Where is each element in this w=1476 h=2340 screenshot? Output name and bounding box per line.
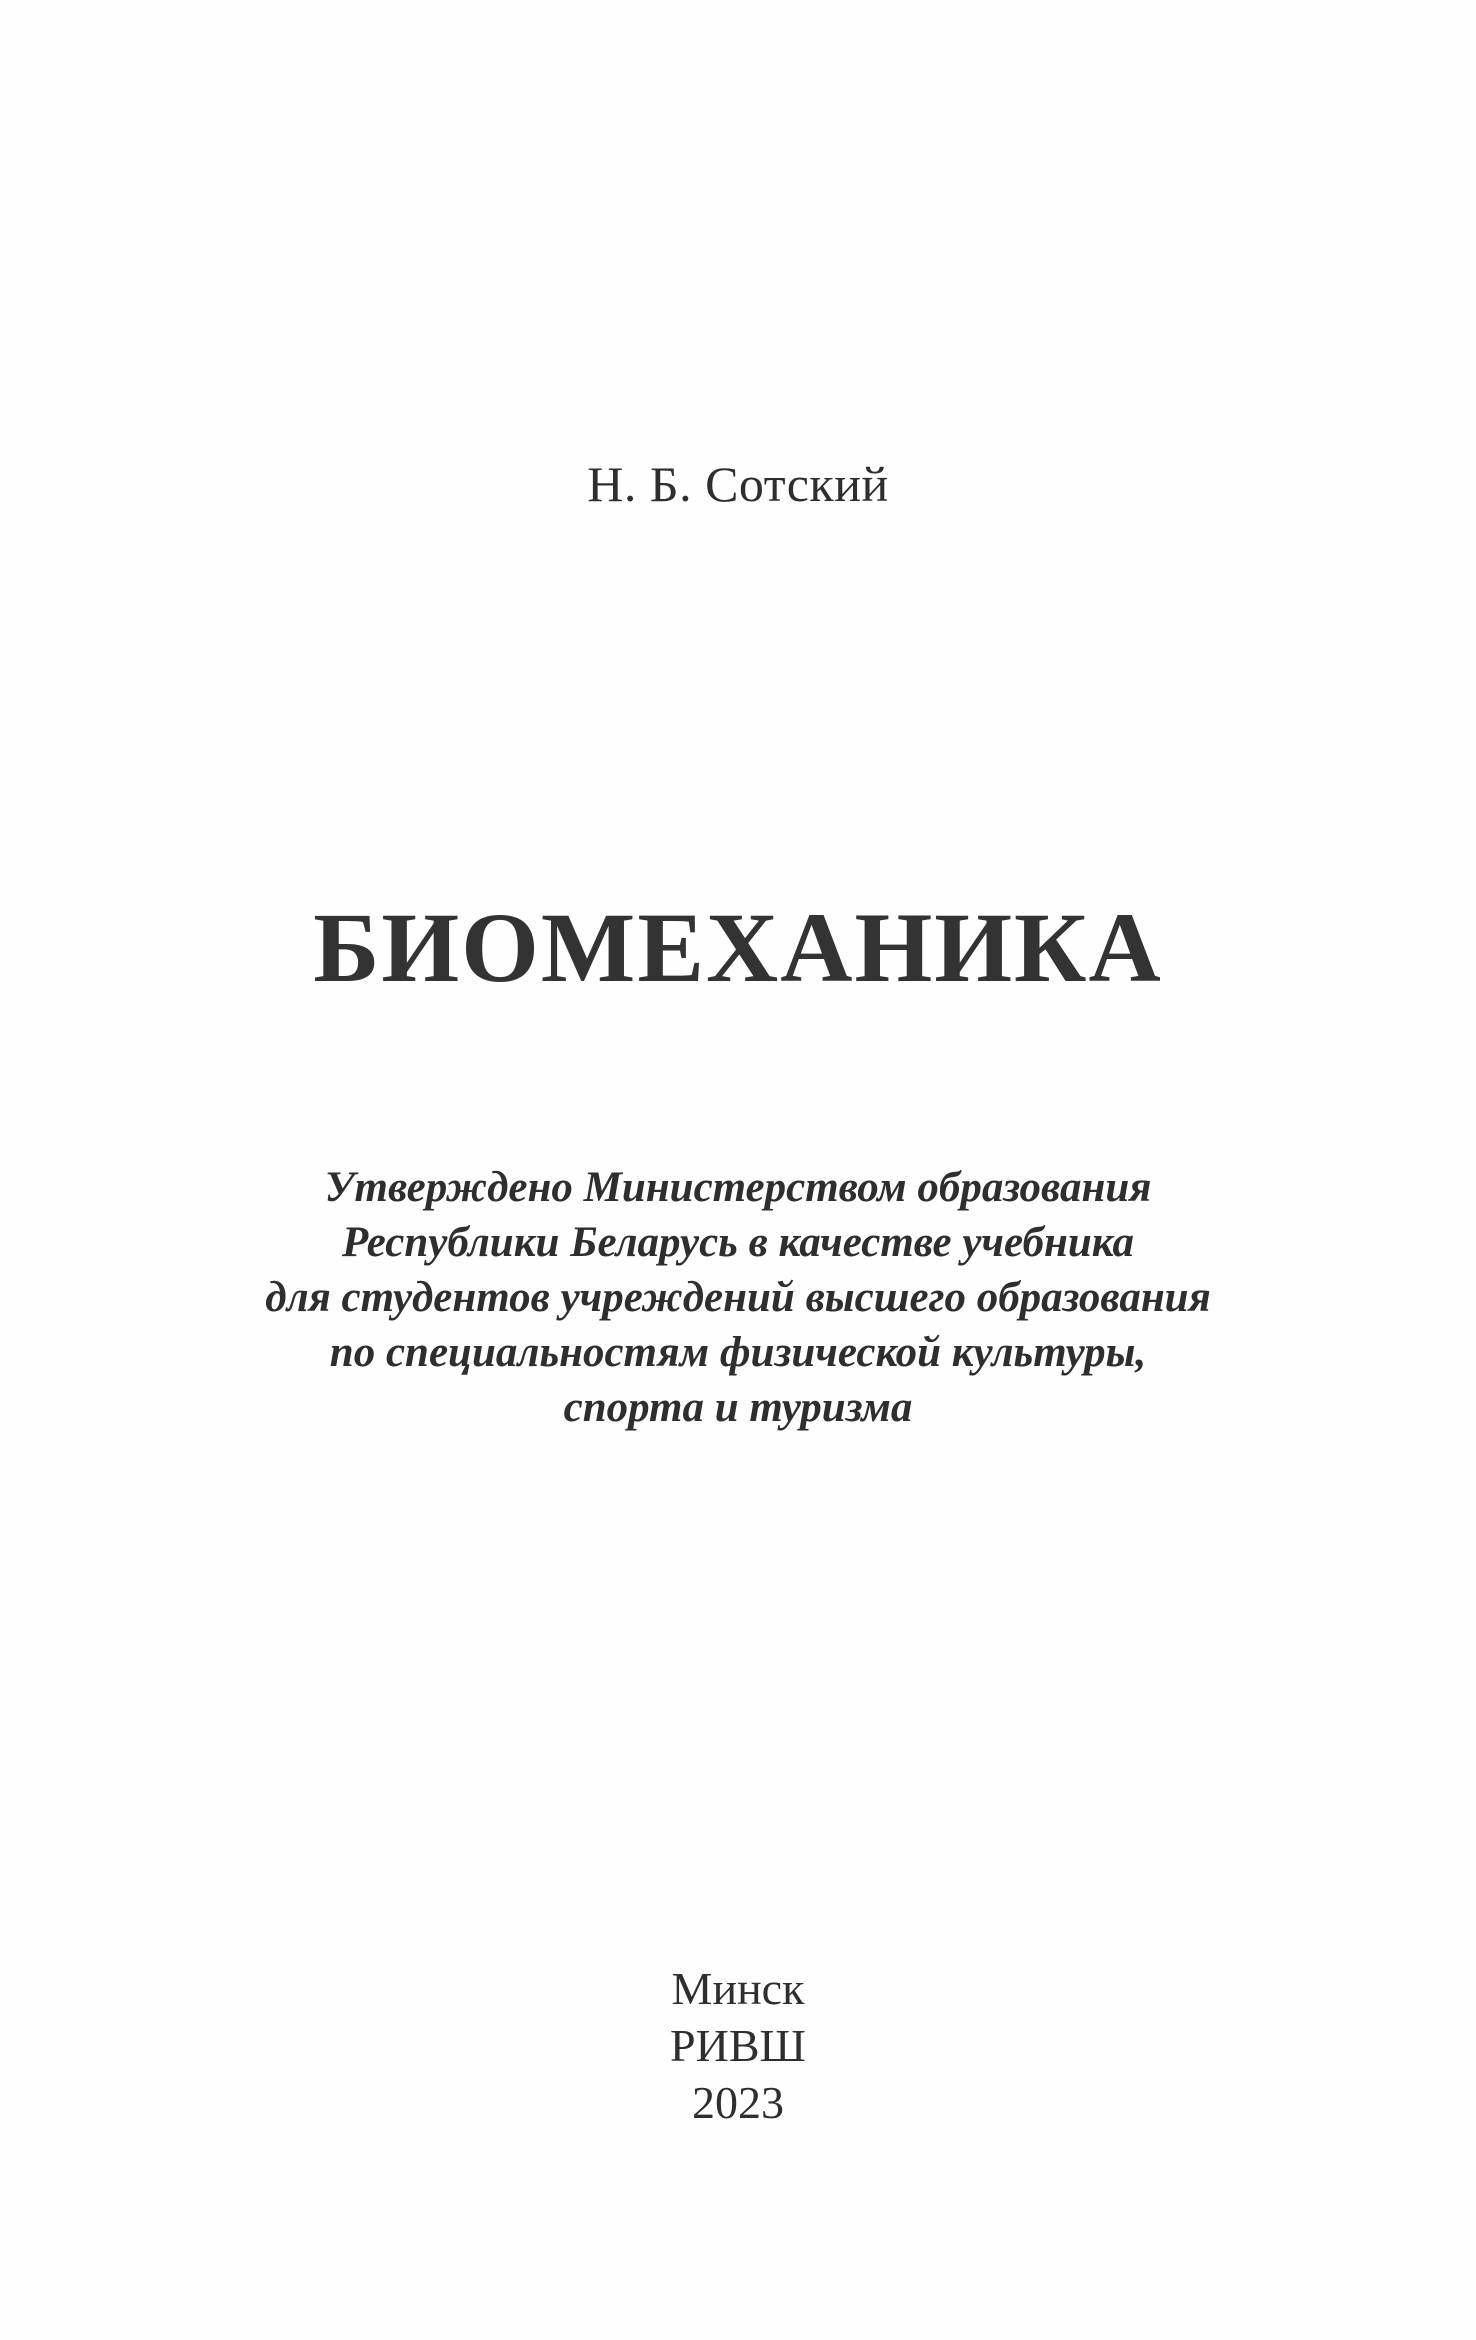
approval-line: для студентов учреждений высшего образования [265,1274,1211,1321]
book-title: БИОМЕХАНИКА [313,892,1163,1003]
approval-statement [0,1160,1476,1435]
approval-line: по специальностям физической культуры, [329,1329,1147,1376]
imprint-year: 2023 [692,2077,784,2128]
approval-line: Республики Беларусь в качестве учебника [342,1219,1134,1266]
approval-line: спорта и туризма [563,1384,913,1431]
imprint-city: Минск [671,1963,805,2014]
approval-line: Утверждено Министерством образования [324,1164,1152,1211]
author-name: Н. Б. Сотский [587,456,889,512]
imprint [0,1960,1476,2131]
imprint-publisher: РИВШ [670,2020,806,2071]
